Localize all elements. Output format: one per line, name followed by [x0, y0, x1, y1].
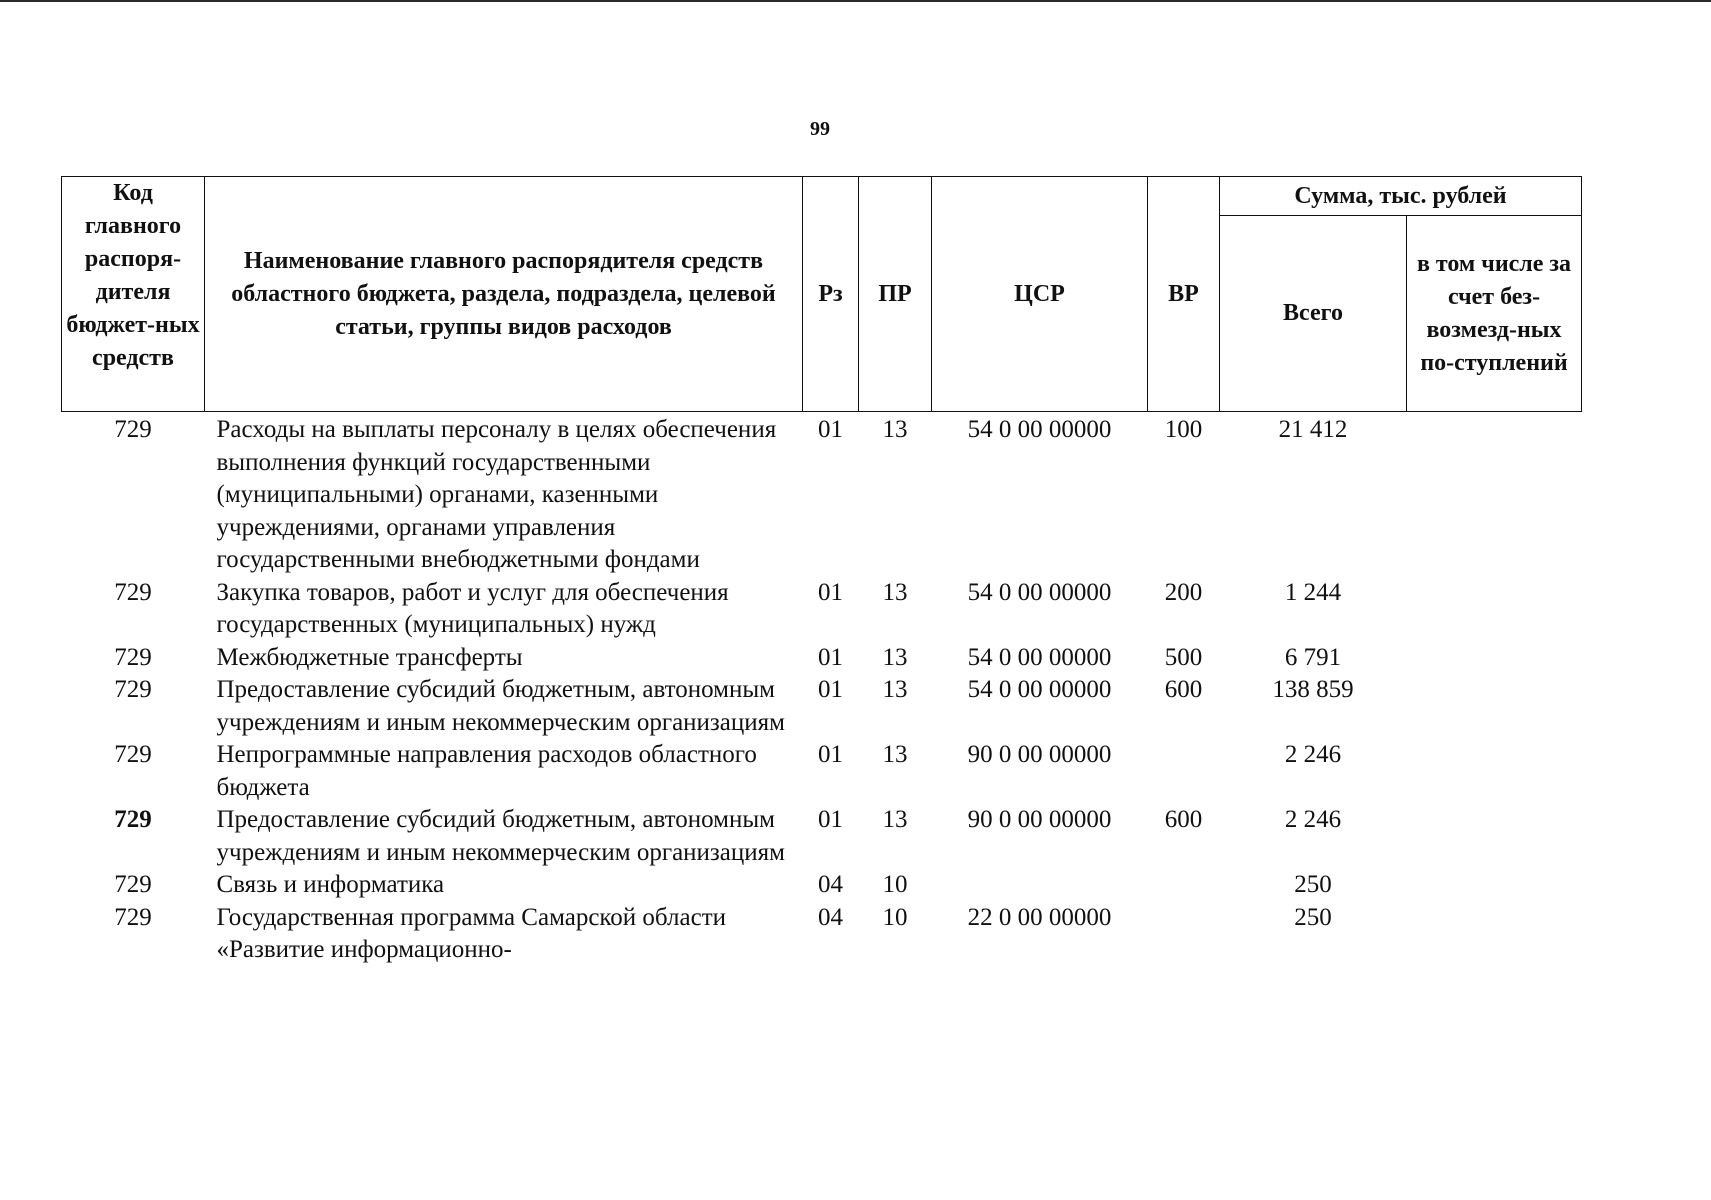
- cell-rz: 01: [818, 676, 843, 703]
- header-code: Код главного распоря-дителя бюджет-ных средств: [62, 177, 205, 412]
- cell-total: 250: [1294, 903, 1332, 931]
- cell-csr: [932, 869, 1148, 902]
- cell-name: Государственная программа Самарской области «Развитие информационно-: [216, 903, 726, 963]
- table-row: [62, 869, 1582, 902]
- header-total: Всего: [1220, 216, 1407, 412]
- cell-vr: [1148, 739, 1220, 804]
- cell-gratuitous: [1407, 674, 1582, 739]
- table-row: [62, 412, 1582, 577]
- cell-vr: 600: [1164, 806, 1203, 833]
- cell-rz: 01: [818, 741, 843, 768]
- table-row: [62, 642, 1582, 675]
- cell-pr: 10: [882, 871, 908, 898]
- budget-table: [61, 176, 1582, 967]
- cell-rz: 04: [818, 871, 843, 898]
- cell-gratuitous: [1407, 902, 1582, 967]
- cell-code: 729: [114, 578, 152, 606]
- table-row: [62, 674, 1582, 739]
- header-rz: Рз: [803, 177, 859, 412]
- cell-name: Межбюджетные трансферты: [216, 643, 523, 671]
- cell-vr: 600: [1164, 676, 1203, 703]
- cell-gratuitous: [1407, 412, 1582, 577]
- cell-rz: 01: [818, 416, 843, 443]
- cell-name: Расходы на выплаты персоналу в целях обеспечения выполнения функций государственными (муниципальными) органами, казенными учреждениями, органами управления государственными внебюджетными фондами: [216, 416, 777, 573]
- cell-code: 729: [114, 416, 152, 443]
- header-csr: ЦСР: [932, 177, 1148, 412]
- cell-rz: 01: [818, 643, 843, 671]
- cell-csr: 90 0 00 00000: [967, 806, 1112, 833]
- cell-pr: 13: [882, 578, 908, 606]
- cell-gratuitous: [1407, 739, 1582, 804]
- cell-csr: 54 0 00 00000: [967, 676, 1112, 703]
- cell-total: 2 246: [1284, 741, 1342, 768]
- page-number: 99: [810, 118, 830, 140]
- header-pr: ПР: [859, 177, 932, 412]
- header-gratuitous: в том числе за счет без-возмезд-ных по-ступлений: [1407, 216, 1582, 412]
- header-name: Наименование главного распорядителя средств областного бюджета, раздела, подраздела, целевой статьи, группы видов расходов: [205, 177, 803, 412]
- cell-pr: 13: [882, 806, 908, 833]
- table-row: [62, 577, 1582, 642]
- cell-rz: 01: [818, 578, 843, 606]
- cell-pr: 13: [882, 643, 908, 671]
- cell-rz: 04: [818, 903, 843, 931]
- table-row: [62, 902, 1582, 967]
- cell-gratuitous: [1407, 869, 1582, 902]
- cell-name: Связь и информатика: [216, 871, 445, 898]
- cell-total: 138 859: [1272, 676, 1354, 703]
- cell-pr: 10: [882, 903, 908, 931]
- cell-vr: 500: [1164, 643, 1203, 671]
- cell-total: 21 412: [1278, 416, 1348, 443]
- cell-name: Непрограммные направления расходов областного бюджета: [216, 741, 757, 801]
- cell-gratuitous: [1407, 642, 1582, 675]
- table-row: [62, 804, 1582, 869]
- cell-name: Закупка товаров, работ и услуг для обеспечения государственных (муниципальных) нужд: [216, 578, 729, 638]
- cell-pr: 13: [882, 416, 908, 443]
- cell-code: 729: [114, 676, 152, 703]
- top-rule: [0, 0, 1711, 2]
- cell-csr: 54 0 00 00000: [967, 578, 1112, 606]
- cell-rz: 01: [818, 806, 843, 833]
- cell-csr: 54 0 00 00000: [967, 643, 1112, 671]
- cell-code: 729: [114, 871, 152, 898]
- cell-code: 729: [114, 741, 152, 768]
- cell-gratuitous: [1407, 804, 1582, 869]
- cell-vr: [1148, 902, 1220, 967]
- cell-code: 729: [114, 806, 152, 833]
- cell-csr: 54 0 00 00000: [967, 416, 1112, 443]
- cell-total: 1 244: [1284, 578, 1342, 606]
- cell-code: 729: [114, 643, 152, 671]
- header-vr: ВР: [1148, 177, 1220, 412]
- header-sum: Сумма, тыс. рублей: [1220, 177, 1582, 216]
- cell-pr: 13: [882, 676, 908, 703]
- cell-total: 6 791: [1284, 643, 1342, 671]
- table-row: [62, 739, 1582, 804]
- cell-vr: 200: [1164, 578, 1203, 606]
- cell-pr: 13: [882, 741, 908, 768]
- cell-total: 250: [1294, 871, 1332, 898]
- cell-name: Предоставление субсидий бюджетным, автономным учреждениям и иным некоммерческим организациям: [216, 806, 785, 866]
- cell-vr: [1148, 869, 1220, 902]
- cell-gratuitous: [1407, 577, 1582, 642]
- cell-csr: 22 0 00 00000: [967, 903, 1112, 931]
- cell-name: Предоставление субсидий бюджетным, автономным учреждениям и иным некоммерческим организациям: [216, 676, 785, 736]
- cell-code: 729: [114, 903, 152, 931]
- cell-vr: 100: [1164, 416, 1203, 443]
- cell-total: 2 246: [1284, 806, 1342, 833]
- cell-csr: 90 0 00 00000: [967, 741, 1112, 768]
